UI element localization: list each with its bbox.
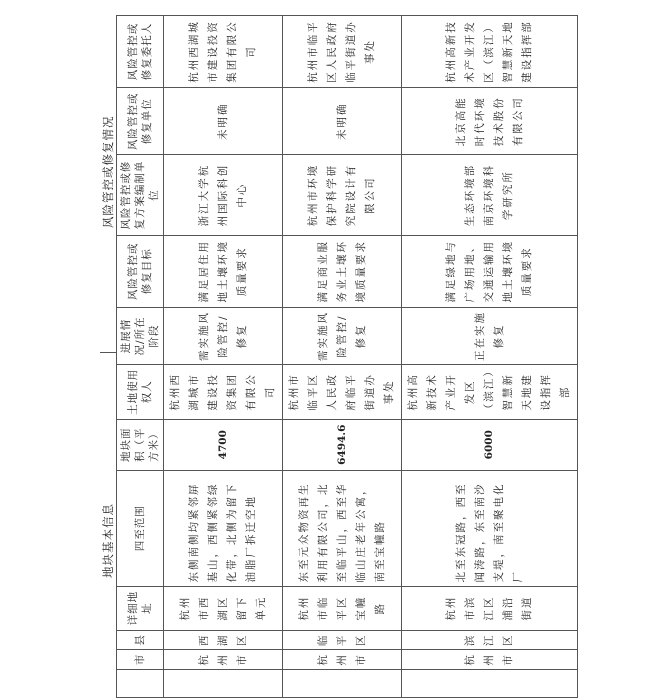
- client-cell: 杭州西湖城市建设投资集团有限公司: [164, 16, 283, 88]
- header-area: 地块面积（平方米）: [117, 419, 164, 470]
- cut-off-cell: [283, 669, 402, 697]
- address-cell: 杭州市西湖区留下单元: [164, 586, 283, 630]
- area-cell: 6494.6: [283, 419, 402, 470]
- plan-unit-cell: 浙江大学杭州国际科创中心: [164, 155, 283, 235]
- area-cell: 6000: [402, 419, 578, 470]
- client-cell: 杭州高新技术产业开发区（滨江）智慧新天地建设指挥部: [402, 16, 578, 88]
- plot-table: [116, 15, 578, 698]
- cut-off-cell: [402, 669, 578, 697]
- cut-off-cell: [164, 669, 283, 697]
- header-address: 详细地址: [117, 586, 164, 630]
- county-cell: 临平区: [283, 630, 402, 650]
- cut-off-header: [117, 669, 164, 697]
- header-county: 县: [117, 630, 164, 650]
- land-user-cell: 杭州市临平区人民政府临平街道办事处: [283, 365, 402, 419]
- target-cell: 满足商业服务业土壤环境质量要求: [283, 235, 402, 307]
- city-cell: 杭州市: [283, 650, 402, 670]
- plan-unit-cell: 生态环境部南京环境科学研究所: [402, 155, 578, 235]
- progress-cell: 需实施风险管控/修复: [164, 307, 283, 365]
- header-row: [117, 16, 164, 698]
- header-client: 风险管控或修复委托人: [117, 16, 164, 88]
- target-cell: 满足绿地与广场用地、交通运输用地土壤环境质量要求: [402, 235, 578, 307]
- remediation-unit-cell: 未明确: [164, 88, 283, 155]
- table-row: [283, 16, 402, 698]
- table-row: [402, 16, 578, 698]
- area-cell: 4700: [164, 419, 283, 470]
- county-cell: 西湖区: [164, 630, 283, 650]
- target-cell: 满足居住用地土壤环境质量要求: [164, 235, 283, 307]
- land-user-cell: 杭州西湖城市建设投资集团有限公司: [164, 365, 283, 419]
- boundaries-cell: 北至东冠路，西至闻涛路，东至南沙支堤，南至聚电化厂: [402, 470, 578, 586]
- basic-info-title: 地块基本信息: [101, 503, 115, 578]
- progress-cell: 正在实施修复: [402, 307, 578, 365]
- section-titles: [100, 0, 116, 683]
- client-cell: 杭州市临平区人民政府临平街道办事处: [283, 16, 402, 88]
- progress-cell: 需实施风险管控/修复: [283, 307, 402, 365]
- land-user-cell: 杭州高新技术产业开发区（滨江）智慧新天地建设指挥部: [402, 365, 578, 419]
- boundaries-cell: 东至元众物资再生利用有限公司，北至临平山，西至华临山庄老年公寓，南至宝幢路: [283, 470, 402, 586]
- header-land-user: 土地使用权人: [117, 365, 164, 419]
- header-target: 风险管控或修复目标: [117, 235, 164, 307]
- city-cell: 杭州市: [164, 650, 283, 670]
- city-cell: 杭州市: [402, 650, 578, 670]
- plan-unit-cell: 杭州市环境保护科学研究院设计有限公司: [283, 155, 402, 235]
- boundaries-cell: 东侧南侧均紧邻屏基山，西侧紧邻绿化带，北侧为留下油脂厂拆迁空地: [164, 470, 283, 586]
- risk-control-title: 风险管控或修复情况: [101, 115, 115, 228]
- header-plan-unit: 风险管控或修复方案编制单位: [117, 155, 164, 235]
- address-cell: 杭州市临平区宝幢路: [283, 586, 402, 630]
- remediation-unit-cell: 北京高能时代环境技术股份有限公司: [402, 88, 578, 155]
- address-cell: 杭州市滨江区浦沿街道: [402, 586, 578, 630]
- header-progress: 进展情况/所在阶段: [117, 307, 164, 365]
- county-cell: 滨江区: [402, 630, 578, 650]
- header-city: 市: [117, 650, 164, 670]
- header-boundaries: 四至范围: [117, 470, 164, 586]
- remediation-unit-cell: 未明确: [283, 88, 402, 155]
- table-row: [164, 16, 283, 698]
- header-remediation-unit: 风险管控或修复单位: [117, 88, 164, 155]
